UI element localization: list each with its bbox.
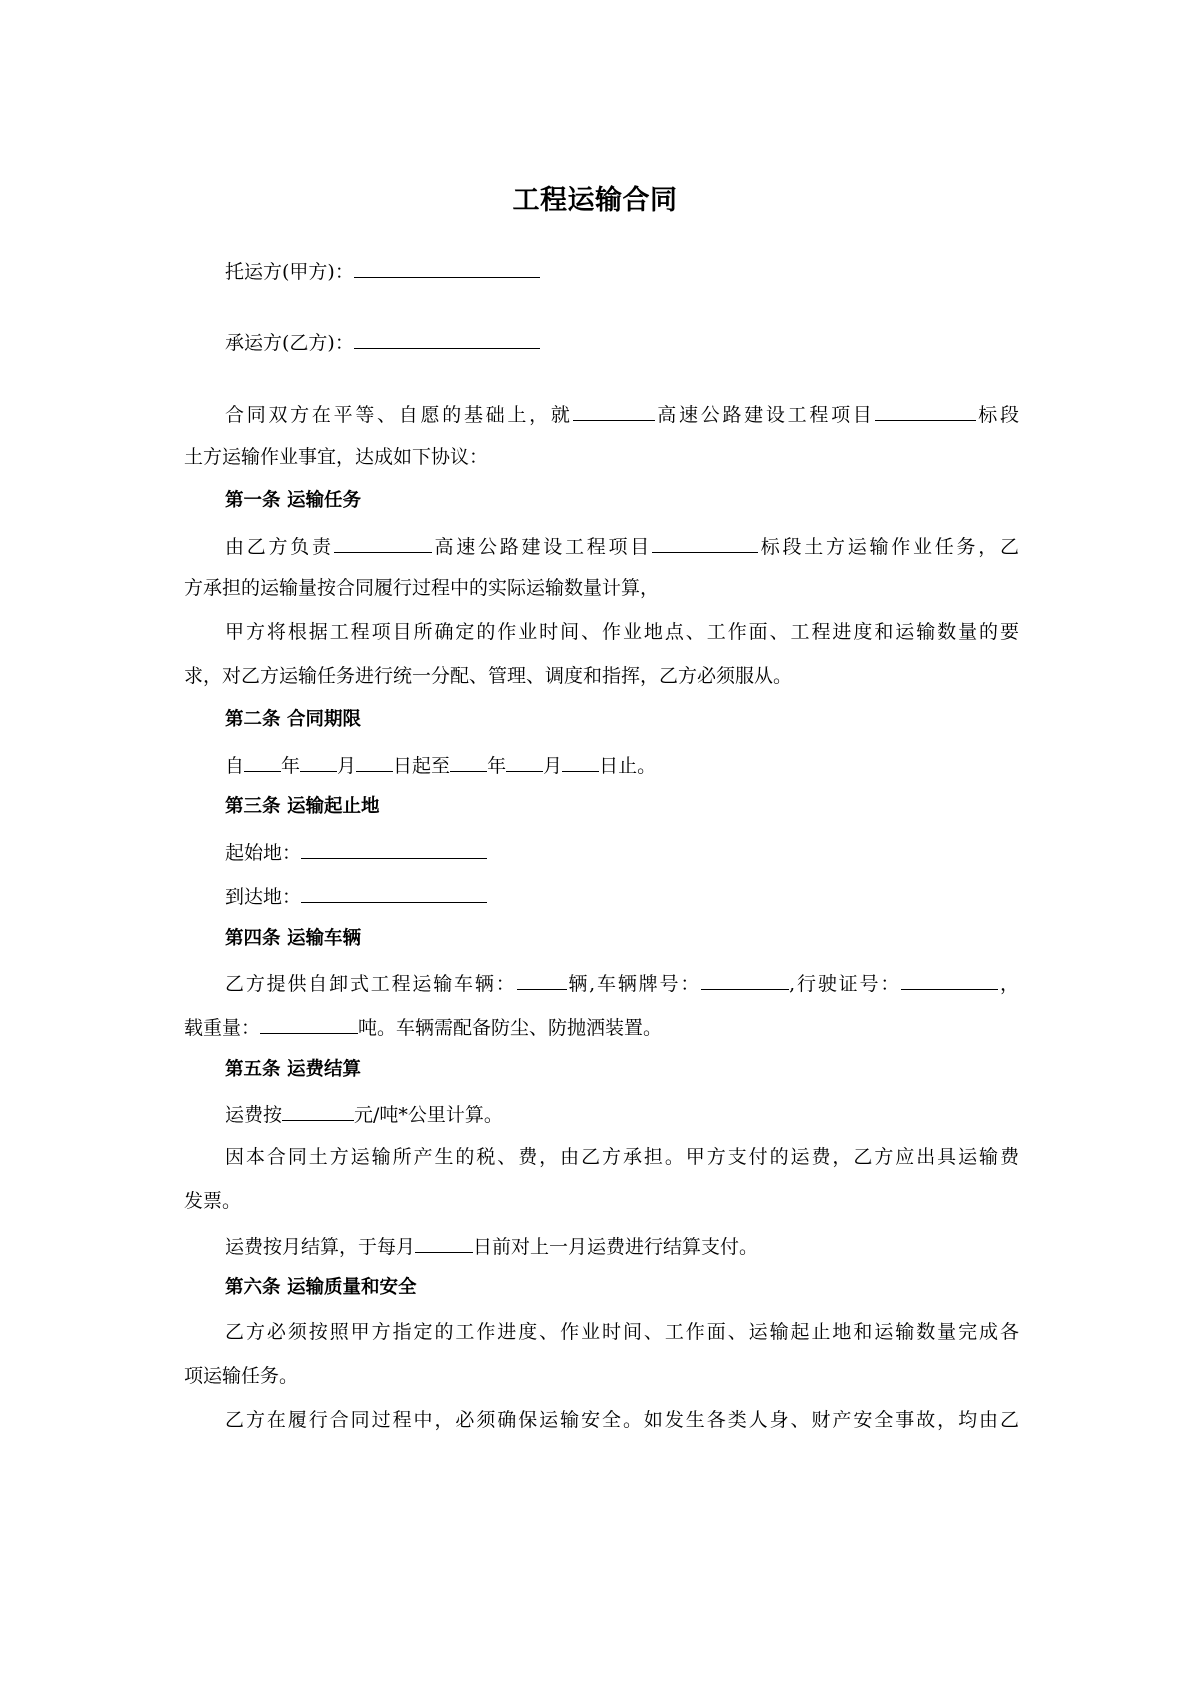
rate-unit: 元/吨*公里计算。 [354, 1104, 503, 1126]
term-year-2: 年 [487, 755, 507, 777]
license-comma: ， [998, 973, 1019, 995]
art1-blank-1 [334, 532, 432, 553]
intro-text-b: 高速公路建设工程项目 [654, 404, 875, 426]
load-label: 载重量： [184, 1017, 261, 1039]
vehicle-count-blank [517, 969, 567, 990]
article-6-heading: 第六条 运输质量和安全 [225, 1277, 417, 1298]
load-unit-text: 吨。车辆需配备防尘、防抛洒装置。 [358, 1017, 663, 1039]
intro-blank-2 [875, 400, 976, 421]
payment-day-blank [415, 1232, 473, 1253]
rate-line [225, 1100, 1019, 1128]
term-blank-year [244, 751, 281, 772]
destination-label: 到达地： [225, 886, 302, 908]
art1-text-b: 高速公路建设工程项目 [431, 536, 652, 558]
art1-blank-2 [652, 532, 758, 553]
term-year: 年 [281, 755, 301, 777]
party-a-line [225, 257, 1019, 285]
license-blank [901, 969, 998, 990]
art1-text-a: 由乙方负责 [225, 536, 334, 558]
destination-blank [301, 882, 487, 903]
intro-blank-1 [573, 400, 655, 421]
payment-line [225, 1232, 1019, 1260]
vehicle-count-label: 乙方提供自卸式工程运输车辆： [225, 973, 517, 995]
article-1-para-1-line-2: 方承担的运输量按合同履行过程中的实际运输数量计算， [184, 577, 660, 599]
document-title: 工程运输合同 [512, 185, 678, 216]
rate-label: 运费按 [225, 1104, 283, 1126]
intro-text-a: 合同双方在平等、自愿的基础上，就 [225, 404, 573, 426]
origin-blank [301, 838, 487, 859]
party-b-line [225, 328, 1019, 356]
term-day-to: 日起至 [393, 755, 451, 777]
term-blank-month-2 [506, 751, 543, 772]
intro-line-2: 土方运输作业事宜，达成如下协议： [184, 446, 489, 468]
term-blank-day [356, 751, 393, 772]
intro-line-1 [225, 400, 1019, 428]
destination-line [225, 882, 1019, 910]
term-blank-month [300, 751, 337, 772]
article-1-para-1-line-1 [225, 532, 1019, 560]
party-b-blank [354, 328, 540, 349]
article-1-heading: 第一条 运输任务 [225, 490, 361, 511]
payment-text: 日前对上一月运费进行结算支付。 [473, 1236, 759, 1258]
party-b-label: 承运方(乙方)： [225, 332, 354, 354]
article-1-para-2-line-1: 甲方将根据工程项目所确定的作业时间、作业地点、工作面、工程进度和运输数量的要 [225, 621, 1019, 643]
payment-label: 运费按月结算，于每月 [225, 1236, 416, 1258]
party-a-label: 托运方(甲方)： [225, 261, 354, 283]
intro-text-c: 标段 [975, 404, 1019, 426]
article-4-heading: 第四条 运输车辆 [225, 928, 361, 949]
article-1-para-2-line-2: 求，对乙方运输任务进行统一分配、管理、调度和指挥，乙方必须服从。 [184, 665, 793, 687]
rate-blank [282, 1100, 354, 1121]
article-2-heading: 第二条 合同期限 [225, 709, 361, 730]
article-4-line-2 [184, 1013, 1019, 1041]
article-6-para-1-line-2: 项运输任务。 [184, 1365, 299, 1387]
term-month-2: 月 [543, 755, 563, 777]
load-blank [260, 1013, 358, 1034]
article-3-heading: 第三条 运输起止地 [225, 796, 380, 817]
plate-blank [701, 969, 789, 990]
license-label: ,行驶证号： [789, 973, 902, 995]
art1-text-c: 标段土方运输作业任务，乙 [757, 536, 1019, 558]
article-4-line-1 [225, 969, 1019, 997]
article-2-term-line [225, 751, 1019, 779]
tax-line-2: 发票。 [184, 1190, 242, 1212]
article-6-para-1-line-1: 乙方必须按照甲方指定的工作进度、作业时间、工作面、运输起止地和运输数量完成各 [225, 1321, 1019, 1343]
plate-label: 辆,车辆牌号： [566, 973, 702, 995]
party-a-blank [354, 257, 540, 278]
term-from: 自 [225, 755, 245, 777]
origin-label: 起始地： [225, 842, 302, 864]
term-end: 日止。 [599, 755, 657, 777]
article-6-para-2-line-1: 乙方在履行合同过程中，必须确保运输安全。如发生各类人身、财产安全事故，均由乙 [225, 1409, 1019, 1431]
term-blank-year-2 [450, 751, 487, 772]
tax-line-1: 因本合同土方运输所产生的税、费，由乙方承担。甲方支付的运费，乙方应出具运输费 [225, 1146, 1019, 1168]
term-blank-day-2 [562, 751, 599, 772]
term-month: 月 [337, 755, 357, 777]
origin-line [225, 838, 1019, 866]
article-5-heading: 第五条 运费结算 [225, 1059, 361, 1080]
